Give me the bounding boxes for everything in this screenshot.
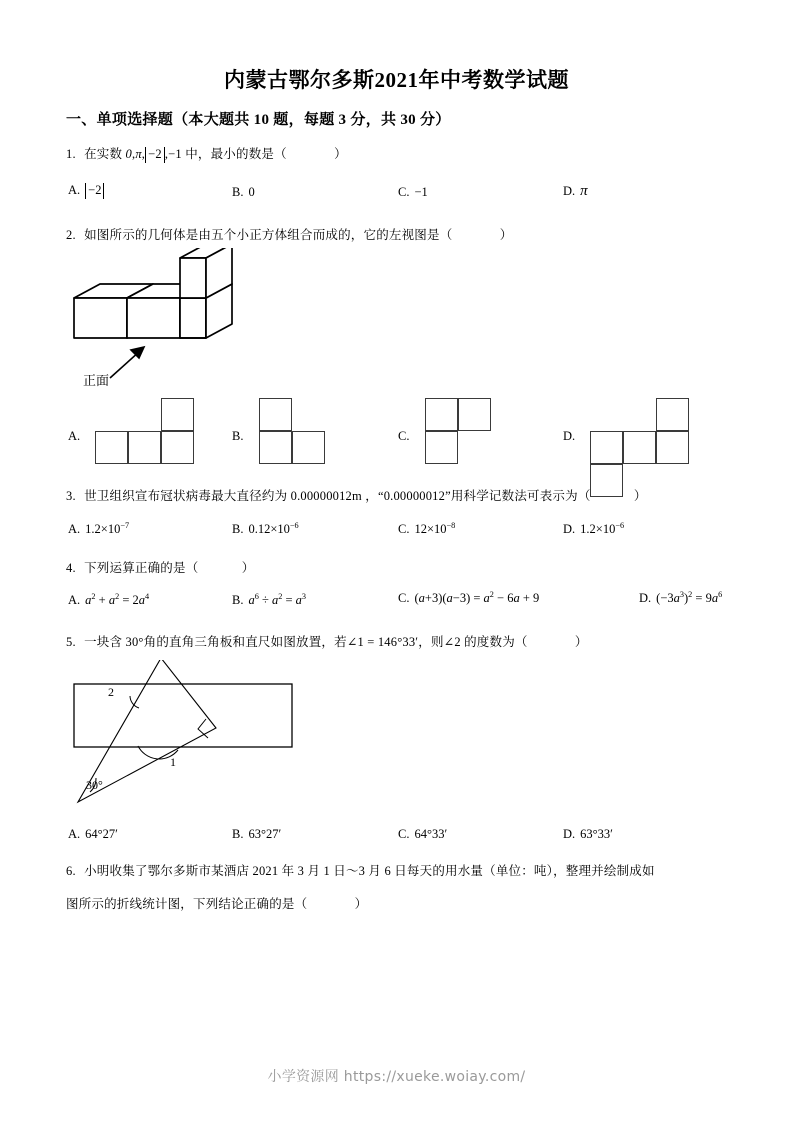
option-a-value: −2 — [85, 183, 104, 199]
option-label-c: C. — [398, 429, 410, 443]
grid-square — [259, 431, 292, 464]
question-4-option-b[interactable] — [232, 592, 306, 608]
question-3-number: 3. — [66, 489, 76, 503]
option-label-a: A. — [68, 522, 81, 537]
question-3-text-end: ） — [633, 489, 647, 503]
option-d-value: $(-3a^3)^2 = 9a^6$ — [656, 590, 723, 606]
question-1-answer-blank[interactable] — [290, 147, 334, 161]
option-label-b: B. — [232, 185, 244, 199]
question-1-values: 0,π, −2 ,−1 — [125, 147, 182, 161]
question-5-option-d[interactable] — [563, 827, 613, 842]
option-label-a: A. — [68, 827, 81, 841]
question-5-option-b[interactable] — [232, 827, 281, 842]
option-label-d: D. — [563, 522, 576, 537]
angle-30-label: 30° — [86, 778, 103, 792]
question-4-option-a[interactable] — [68, 592, 149, 608]
question-3-text: 世卫组织宣布冠状病毒最大直径约为 0.00000012m ，“0.00000012”用科学记数法可表示为（ — [84, 489, 591, 503]
question-4-option-c[interactable] — [398, 590, 539, 606]
grid-square — [292, 431, 325, 464]
question-4-text-end: ） — [241, 561, 255, 575]
question-6-stem-line1 — [66, 861, 655, 879]
question-1-option-d[interactable] — [563, 183, 588, 200]
option-label-d: D. — [563, 429, 576, 443]
question-4-stem — [66, 558, 254, 576]
question-3-option-d[interactable] — [563, 521, 624, 537]
question-1-number: 1. — [66, 147, 76, 161]
option-label-c: C. — [398, 522, 410, 537]
question-5-number: 5. — [66, 635, 76, 649]
question-2-stem — [66, 225, 512, 243]
option-a-value: $a^2 + a^2 = 2a^4$ — [85, 592, 150, 608]
option-c-value: 64°33′ — [414, 827, 448, 841]
question-1-text-tail: 中，最小的数是（ — [185, 147, 287, 161]
question-5-text: 一块含 30°角的直角三角板和直尺如图放置，若∠1 = 146°33′，则∠2 的度数为（ — [84, 635, 528, 649]
question-1-text: 在实数 — [84, 147, 123, 161]
question-2-option-a[interactable] — [68, 398, 228, 468]
option-b-value: $a^6 \div a^2 = a^3$ — [248, 592, 307, 608]
question-5-stem — [66, 632, 588, 650]
grid-square — [425, 431, 458, 464]
question-3-option-a[interactable] — [68, 521, 129, 537]
question-5-figure — [60, 660, 330, 825]
grid-square — [425, 398, 458, 431]
grid-square — [161, 398, 194, 431]
option-label-d: D. — [639, 591, 652, 606]
question-4-option-d[interactable] — [639, 590, 722, 606]
question-4-text: 下列运算正确的是（ — [84, 561, 199, 575]
option-label-c: C. — [398, 185, 410, 199]
option-label-b: B. — [232, 429, 244, 443]
question-5-text-end: ） — [574, 635, 588, 649]
option-b-value: 63°27′ — [248, 827, 282, 841]
option-label-b: B. — [232, 827, 244, 841]
option-d-value: $1.2\times 10^{-6}$ — [580, 521, 625, 537]
grid-square — [590, 431, 623, 464]
grid-square — [656, 398, 689, 431]
grid-square — [656, 431, 689, 464]
question-3-option-c[interactable] — [398, 521, 455, 537]
option-label-c: C. — [398, 591, 410, 606]
question-6-stem-line2 — [66, 894, 367, 912]
option-b-value: 0 — [248, 185, 255, 199]
option-d-value: 63°33′ — [580, 827, 613, 841]
option-label-d: D. — [563, 827, 576, 841]
page-title: 内蒙古鄂尔多斯2021年中考数学试题 — [224, 68, 569, 92]
question-2-text: 如图所示的几何体是由五个小正方体组合而成的，它的左视图是（ — [84, 228, 453, 242]
question-1-option-b[interactable] — [232, 185, 255, 200]
grid-square — [95, 431, 128, 464]
option-d-value: π — [580, 183, 588, 199]
question-6-text-line1: 小明收集了鄂尔多斯市某酒店 2021 年 3 月 1 日～3 月 6 日每天的用水量（单位：吨），整理并绘制成如 — [84, 864, 655, 878]
grid-square — [623, 431, 656, 464]
question-1-stem — [66, 144, 347, 163]
option-label-a: A. — [68, 183, 81, 197]
section-heading: 一、单项选择题（本大题共 10 题，每题 3 分，共 30 分） — [66, 112, 451, 128]
question-5-answer-blank[interactable] — [531, 635, 575, 649]
triangle-ruler-svg — [60, 660, 330, 825]
question-1-option-a[interactable] — [68, 183, 104, 199]
question-2-figure-label: 正面 — [83, 373, 110, 388]
grid-square — [458, 398, 491, 431]
question-6-number: 6. — [66, 864, 76, 878]
option-b-value: $0.12\times 10^{-6}$ — [248, 521, 299, 537]
option-a-value: 64°27′ — [85, 827, 118, 841]
ruler-rectangle — [74, 684, 292, 747]
option-label-b: B. — [232, 593, 244, 608]
question-4-number: 4. — [66, 561, 76, 575]
option-a-value: $1.2\times 10^{-7}$ — [85, 521, 130, 537]
option-c-value: $12\times 10^{-8}$ — [414, 521, 456, 537]
question-2-answer-blank[interactable] — [456, 228, 500, 242]
question-2-option-b[interactable] — [232, 398, 372, 468]
angle-2-label: 2 — [108, 685, 114, 699]
question-5-option-c[interactable] — [398, 827, 447, 842]
option-label-a: A. — [68, 593, 81, 608]
question-2-text-end: ） — [499, 228, 513, 242]
question-6-text-end: ） — [354, 897, 368, 911]
question-5-option-a[interactable] — [68, 827, 118, 842]
question-1-text-end: ） — [334, 147, 347, 161]
question-3-stem — [66, 486, 647, 504]
option-c-value: −1 — [414, 185, 428, 199]
option-label-c: C. — [398, 827, 410, 841]
question-6-text-line2: 图所示的折线统计图，下列结论正确的是（ — [66, 897, 308, 911]
grid-square — [259, 398, 292, 431]
question-2-number: 2. — [66, 228, 76, 242]
question-6-answer-blank[interactable] — [311, 897, 355, 911]
grid-square — [161, 431, 194, 464]
question-3-option-b[interactable] — [232, 521, 299, 537]
question-1-option-c[interactable] — [398, 185, 428, 200]
question-2-option-c[interactable] — [398, 398, 538, 468]
option-label-d: D. — [563, 184, 576, 198]
angle-1-label: 1 — [170, 755, 176, 769]
question-2-figure — [60, 248, 290, 398]
watermark: 小学资源网 https://xueke.woiay.com/ — [267, 1069, 526, 1085]
option-label-a: A. — [68, 429, 81, 443]
option-c-value: $(a+3)(a-3) = a^2 - 6a + 9$ — [414, 590, 540, 606]
question-3-answer-blank[interactable] — [594, 489, 634, 503]
grid-square — [128, 431, 161, 464]
option-label-b: B. — [232, 522, 244, 537]
question-4-answer-blank[interactable] — [202, 561, 242, 575]
